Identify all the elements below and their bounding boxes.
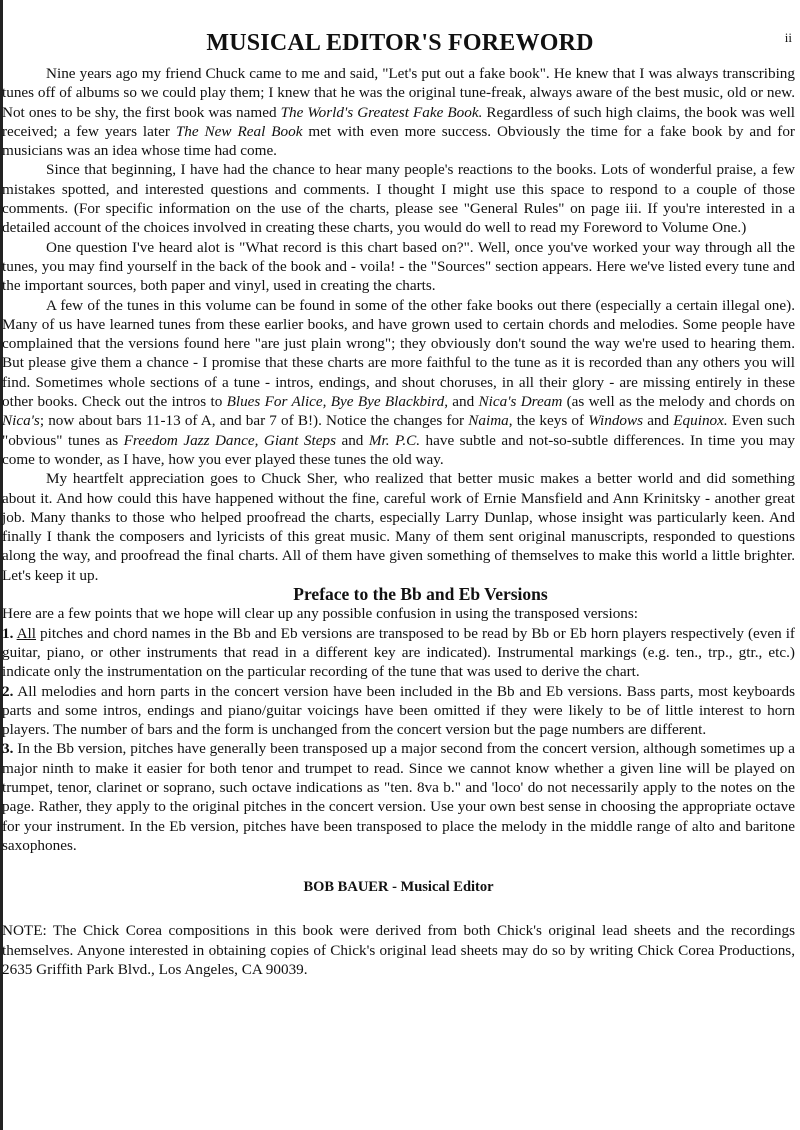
- paragraph-2: Since that beginning, I have had the chance to hear many people's reactions to the books. Lots of wonderful praise, a few mistakes spotted, and interested questions and comments. I thought I might use this space to respond to a couple of those comments. (For specific information on the use of the charts, please see "General Rules" on page iii. If you're interested in a detailed account of the choices involved in creating these charts, you would do well to read my Foreword to Volume One.): [2, 161, 795, 237]
- page-title: MUSICAL EDITOR'S FOREWORD: [206, 30, 594, 56]
- p4-text-i: , the keys of: [508, 412, 589, 430]
- p1-text-a: Nine years ago my friend Chuck came to me and said, "Let's put out a fake book". He knew that I was always transcribing tunes off of albums so we could play them; I knew that he was the original tune-freak, always aware of the best music, old or new. Not ones to be shy, the first book was named: [2, 65, 795, 121]
- p1-text-c: Regardless of such high claims, the book was well received; a few years later: [2, 103, 796, 140]
- preface-title: Preface to the Bb and Eb Versions: [293, 584, 548, 605]
- paragraph-3: One question I've heard alot is "What record is this chart based on?". Well, once you've worked your way through all the tunes, you may find yourself in the back of the book and - voila! - the "Sources" section appears. Here we've listed every tune and the important sources, both paper and vinyl, used in creating the charts.: [2, 238, 795, 295]
- p4-text-k: and: [643, 412, 674, 430]
- rule-lead-word: All: [16, 624, 37, 642]
- tune-title-mr-pc: Mr. P.C.: [368, 431, 421, 449]
- book-title-worlds-greatest: The World's Greatest Fake Book.: [280, 103, 483, 121]
- p4-text-q: have subtle and not-so-subtle differences. In time you may come to wonder, as I have, how you ever played these tunes the old way.: [2, 431, 795, 468]
- rule-number: 1.: [2, 624, 14, 642]
- p4-text-o: and: [335, 431, 369, 449]
- p4-text-c: , and: [444, 393, 479, 411]
- book-title-new-real-book: The New Real Book: [175, 122, 303, 140]
- paragraph-1: [2, 64, 795, 160]
- rule-text: In the Bb version, pitches have generally been transposed up a major second from the concert version, although sometimes up a major ninth to make it easier for both tenor and trumpet to read. Since we cannot know whether a given line will be played on trumpet, tenor, clarinet or soprano, such octave indications as "ten. 8va b." and 'loco' do not necessarily apply to the notes on the page. Rather, they apply to the original pitches in the concert version. Use your own best sense in choosing the appropriate octave for your instrument. In the Eb version, pitches have been transposed to place the melody in the middle range of alto and baritone saxophones.: [2, 740, 795, 854]
- rule-number: 3.: [2, 740, 14, 758]
- preface-rule-2: [2, 682, 795, 740]
- tune-title-nicas: Nica's: [2, 412, 40, 430]
- p4-text-m: Even such "obvious" tunes as: [2, 412, 796, 449]
- p4-text-a: A few of the tunes in this volume can be found in some of the other fake books out there (especially a certain illegal one). Many of us have learned tunes from these earlier books, and have grown used to certain chords and melodies. Some people have complained that the versions found here "are just plain wrong"; they obviously don't sound the way we're used to hearing them. But please give them a chance - I promise that these charts are more faithful to the tune as it is recorded than any others you will find. Sometimes whole sections of a tune - intros, endings, and shout choruses, in all their glory - are missing entirely in these other books. Check out the intros to: [2, 296, 795, 411]
- note-text: NOTE: The Chick Corea compositions in this book were derived from both Chick's original lead sheets and the recordings themselves. Anyone interested in obtaining copies of Chick's original lead sheets may do so by writing Chick Corea Productions, 2635 Griffith Park Blvd., Los Angeles, CA 90039.: [2, 922, 795, 979]
- p1-text-e: met with even more success. Obviously the time for a fake book by and for musicians was an idea whose time had come.: [2, 122, 795, 160]
- tune-title-naima: Naima: [468, 412, 509, 430]
- tune-titles-freedom-giant: Freedom Jazz Dance, Giant Steps: [123, 431, 336, 449]
- p4-text-g: ; now about bars 11-13 of A, and bar 7 of B!). Notice the changes for: [39, 412, 469, 430]
- page-number: ii: [784, 30, 792, 45]
- paragraph-4: [2, 296, 795, 470]
- preface-intro: Here are a few points that we hope will clear up any possible confusion in using the transposed versions:: [2, 605, 639, 623]
- paragraph-5: My heartfelt appreciation goes to Chuck Sher, who realized that better music makes a better world and did something about it. And how could this have happened without the fine, careful work of Ernie Mansfield and Ann Krinitsky - another great job. Many thanks to those who helped proofread the charts, especially Larry Dunlap, whose insight was particularly keen. And finally I thank the composers and lyricists of this great music. Many of them sent original manuscripts, responded to questions along the way, and proofread the final charts. All of them have given something of themselves to make this world a little brighter. Let's keep it up.: [2, 470, 795, 584]
- tune-titles-blues-bye-bye: Blues For Alice, Bye Bye Blackbird: [226, 393, 445, 411]
- foreword-body: [2, 64, 795, 979]
- rule-text: All melodies and horn parts in the concert version have been included in the Bb and Eb versions. Bass parts, most keyboards parts and some intros, endings and piano/guitar voicings have been omitted if they were likely to be of little interest to horn players. The number of bars and the form is unchanged from the concert version but the page numbers are different.: [2, 682, 795, 739]
- tune-title-equinox: Equinox.: [673, 412, 728, 430]
- rule-text: pitches and chord names in the Bb and Eb versions are transposed to be read by Bb or Eb horn players respectively (even if guitar, piano, or other instruments that read in a different key are indicated). Instrumental markings (e.g. ten., trp., gtr., etc.) indicate only the instrumentation on the particular recording of the tune that was used to derive the chart.: [2, 624, 795, 681]
- note-block: [2, 921, 795, 979]
- editor-signature: BOB BAUER - Musical Editor: [303, 879, 494, 896]
- preface-rule-1: [2, 624, 795, 682]
- p4-text-e: (as well as the melody and chords on: [562, 393, 795, 411]
- tune-title-windows: Windows: [588, 412, 644, 430]
- tune-title-nicas-dream: Nica's Dream: [478, 393, 563, 411]
- rule-number: 2.: [2, 682, 14, 700]
- preface-rule-3: [2, 739, 795, 855]
